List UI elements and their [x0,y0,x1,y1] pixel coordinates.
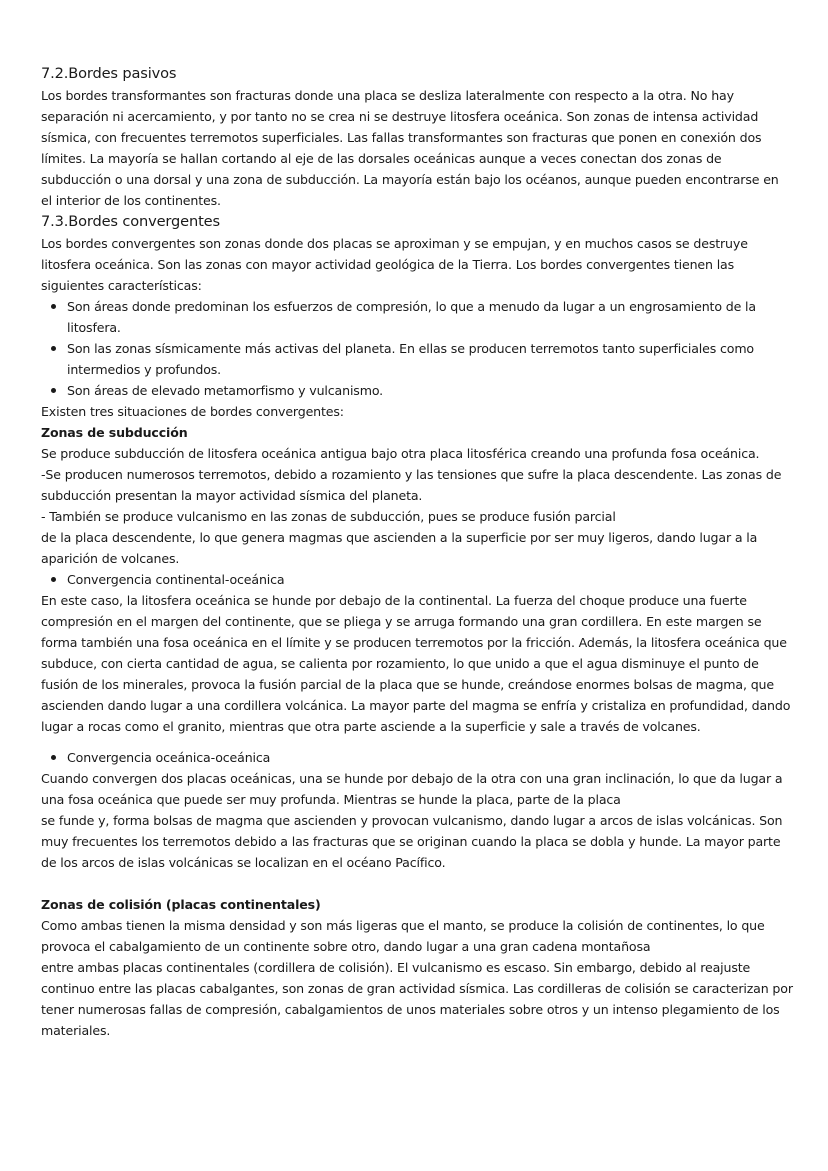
bullet-icon [51,388,56,393]
list-item [41,296,793,338]
paragraph-oceanic-oceanic-a: Cuando convergen dos placas oceánicas, una se hunde por debajo de la otra con una gran inclinación, lo que da lugar a una fosa oceánica que puede ser muy profunda. Mientras se hunde la placa, parte de la placa [41,771,783,807]
list-item-text: Convergencia continental-oceánica [67,572,285,587]
section-heading-bordes-convergentes: 7.3.Bordes convergentes [41,213,220,230]
bullet-icon [51,577,56,582]
paragraph-collision-a: Como ambas tienen la misma densidad y son más ligeras que el manto, se produce la colisión de continentes, lo que provoca el cabalgamiento de un continente sobre otro, dando lugar a una gran cadena montañosa [41,918,765,954]
list-item [41,747,793,768]
paragraph-collision-b: entre ambas placas continentales (cordillera de colisión). El vulcanismo es escaso. Sin embargo, debido al reajuste continuo entre las placas cabalgantes, son zonas de gran actividad sísmica. Las cordilleras de colisión se caracterizan por tener numerosas fallas de compresión, cabalgamientos de unos materiales sobre otros y un intenso plegamiento de los materiales. [41,960,793,1038]
continental-oceanic-list [41,569,793,590]
list-item-text: Convergencia oceánica-oceánica [67,750,271,765]
characteristics-list [41,296,793,401]
paragraph-bordes-pasivos: Los bordes transformantes son fracturas donde una placa se desliza lateralmente con respecto a la otra. No hay separación ni acercamiento, y por tanto no se crea ni se destruye litosfera oceánica. Son zonas de intensa actividad sísmica, con frecuentes terremotos superficiales. Las fallas transformantes son fracturas que ponen en conexión dos límites. La mayoría se hallan cortando al eje de las dorsales oceánicas aunque a veces conectan dos zonas de subducción o una dorsal y una zona de subducción. La mayoría están bajo los océanos, aunque pueden encontrarse en el interior de los continentes. [41,88,779,208]
spacer [41,737,793,747]
situations-intro: Existen tres situaciones de bordes convergentes: [41,404,344,419]
document-page [41,63,793,1041]
list-item-text: Son áreas de elevado metamorfismo y vulcanismo. [67,383,384,398]
list-item [41,380,793,401]
paragraph-continental-oceanic: En este caso, la litosfera oceánica se hunde por debajo de la continental. La fuerza del choque produce una fuerte compresión en el margen del continente, que se pliega y se arruga formando una gran cordillera. En este margen se forma también una fosa oceánica en el límite y se producen terremotos por la fricción. Además, la litosfera oceánica que subduce, con cierta cantidad de agua, se calienta por rozamiento, lo que unido a que el agua disminuye el punto de fusión de los minerales, provoca la fusión parcial de la placa que se hunde, creándose enormes bolsas de magma, que ascienden dando lugar a una cordillera volcánica. La mayor parte del magma se enfría y cristaliza en profundidad, dando lugar a rocas como el granito, mientras que otra parte asciende a la superficie y sale a través de volcanes. [41,593,791,734]
section-heading-bordes-pasivos: 7.2.Bordes pasivos [41,65,177,82]
list-item [41,338,793,380]
bullet-icon [51,755,56,760]
bullet-icon [51,304,56,309]
list-item-text: Son áreas donde predominan los esfuerzos de compresión, lo que a menudo da lugar a un engrosamiento de la litosfera. [67,299,756,335]
subduction-line-1: Se produce subducción de litosfera oceánica antigua bajo otra placa litosférica creando una profunda fosa oceánica. [41,446,760,461]
subduction-line-3a: - También se produce vulcanismo en las zonas de subducción, pues se produce fusión parcial [41,509,616,524]
paragraph-convergentes-intro: Los bordes convergentes son zonas donde dos placas se aproximan y se empujan, y en muchos casos se destruye litosfera oceánica. Son las zonas con mayor actividad geológica de la Tierra. Los bordes convergentes tienen las siguientes características: [41,236,748,293]
subduction-line-2: -Se producen numerosos terremotos, debido a rozamiento y las tensiones que sufre la placa descendente. Las zonas de subducción presentan la mayor actividad sísmica del planeta. [41,467,782,503]
list-item [41,569,793,590]
spacer [41,873,793,894]
subduction-line-3b: de la placa descendente, lo que genera magmas que ascienden a la superficie por ser muy ligeros, dando lugar a la aparición de volcanes. [41,530,758,566]
bullet-icon [51,346,56,351]
oceanic-oceanic-list [41,747,793,768]
list-item-text: Son las zonas sísmicamente más activas del planeta. En ellas se producen terremotos tanto superficiales como intermedios y profundos. [67,341,754,377]
paragraph-oceanic-oceanic-b: se funde y, forma bolsas de magma que ascienden y provocan vulcanismo, dando lugar a arcos de islas volcánicas. Son muy frecuentes los terremotos debido a las fracturas que se originan cuando la placa se dobla y hunde. La mayor parte de los arcos de islas volcánicas se localizan en el océano Pacífico. [41,813,783,870]
subheading-subduccion: Zonas de subducción [41,425,188,440]
subheading-colision: Zonas de colisión (placas continentales) [41,897,321,912]
